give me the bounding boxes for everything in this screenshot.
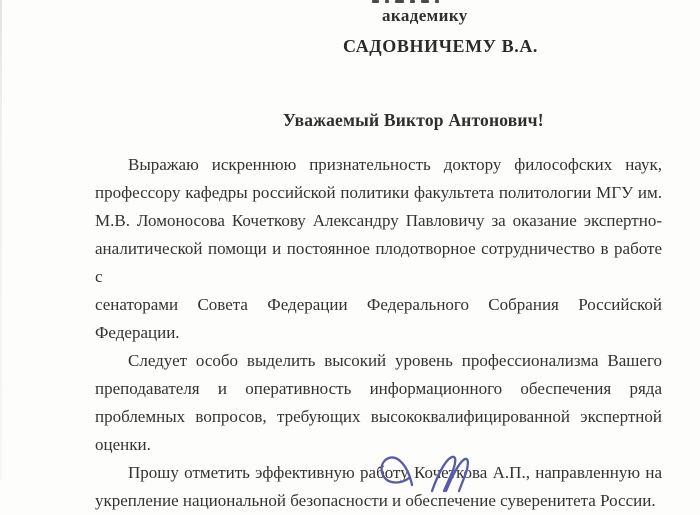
scan-edge-artifact (0, 0, 2, 480)
body-line: Следует особо выделить высокий уровень профессионализма Вашего (128, 351, 662, 370)
body-line: оценки. (95, 435, 151, 454)
handwritten-signature (368, 449, 483, 491)
body-line: сенаторами Совета Федерации Федерального Собрания Российской Федерации. (95, 295, 662, 342)
salutation-line: Уважаемый Виктор Антонович! (283, 110, 544, 130)
body-line: проблемных вопросов, требующих высококвалифицированной экспертной (95, 407, 662, 426)
body-line: М.В. Ломоносова Кочеткову Александру Павловичу за оказание экспертно- (95, 211, 662, 230)
body-line: преподавателя и оперативность информационного обеспечения ряда (95, 379, 662, 398)
body-line: Выражаю искреннюю признательность доктору философских наук, (128, 155, 662, 174)
clipped-top-line-remnant (372, 0, 482, 5)
body-line: аналитической помощи и постоянное плодотворное сотрудничество в работе с (95, 239, 662, 286)
body-line: укрепление национальной безопасности и обеспечение суверенитета России. (95, 491, 656, 510)
addressee-role: академику (382, 6, 468, 25)
body-line: Прошу отметить эффективную работу Кочеткова А.П., направленную на (128, 463, 662, 482)
body-line: профессору кафедры российской политики факультета политологии МГУ им. (95, 183, 662, 202)
addressee-name: САДОВНИЧЕМУ В.А. (343, 36, 539, 56)
